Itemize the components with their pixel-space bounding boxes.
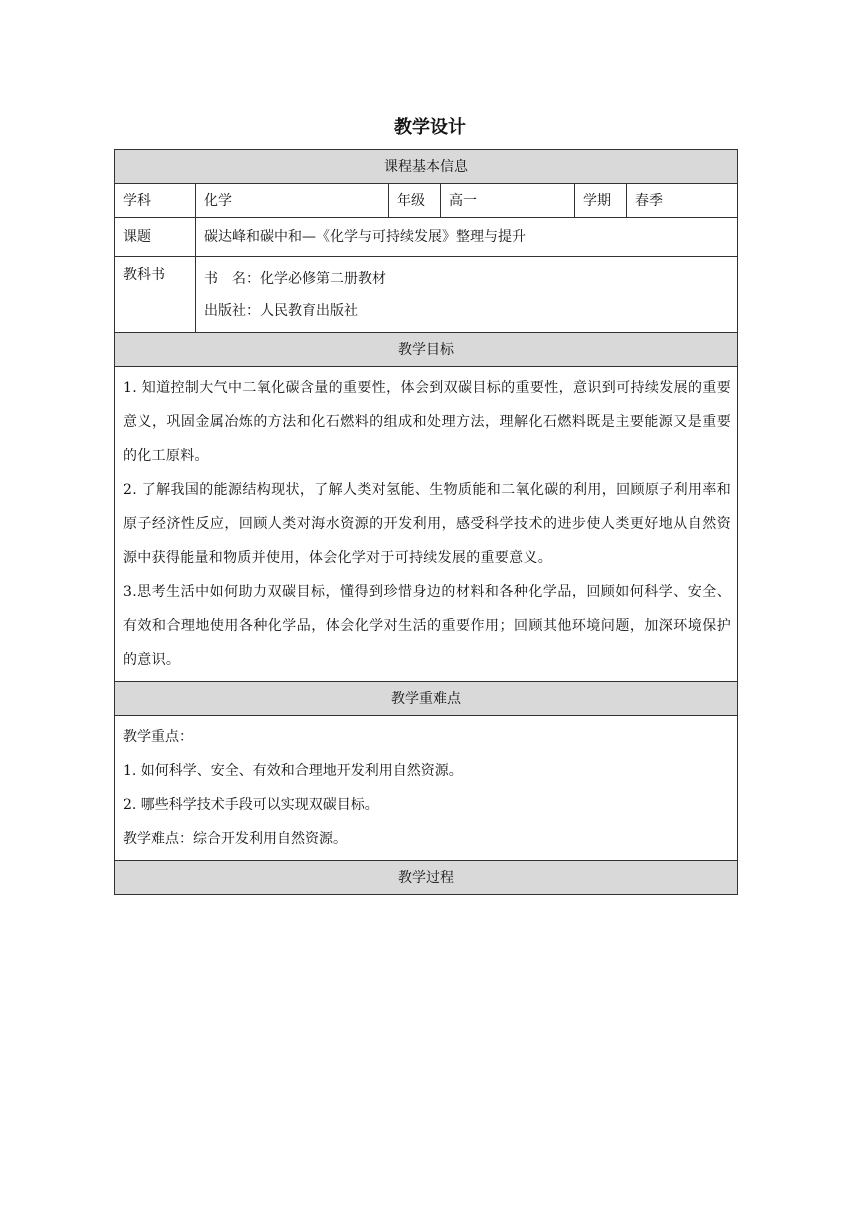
textbook-name: 书 名：化学必修第二册教材 bbox=[204, 270, 386, 287]
process-header: 教学过程 bbox=[115, 861, 738, 895]
basic-info-header-row bbox=[115, 150, 738, 184]
topic-value: 碳达峰和碳中和—《化学与可持续发展》整理与提升 bbox=[196, 218, 738, 257]
objectives-header: 教学目标 bbox=[115, 333, 738, 367]
objectives-content-row bbox=[115, 367, 738, 682]
process-header-row bbox=[115, 861, 738, 895]
term-label: 学期 bbox=[575, 184, 627, 218]
textbook-label: 教科书 bbox=[115, 257, 196, 333]
basic-info-header: 课程基本信息 bbox=[115, 150, 738, 184]
subject-label: 学科 bbox=[115, 184, 196, 218]
difficulty-text: 教学难点：综合开发利用自然资源。 bbox=[123, 831, 347, 847]
key-points-content-row bbox=[115, 716, 738, 861]
objective-item: 2. 了解我国的能源结构现状，了解人类对氢能、生物质能和二氧化碳的利用，回顾原子利用率和原子经济性反应，回顾人类对海水资源的开发利用，感受科学技术的进步使人类更好地从自然资源中获得能量和物质并使用，体会化学对于可持续发展的重要意义。 bbox=[123, 482, 732, 566]
textbook-publisher: 出版社：人民教育出版社 bbox=[204, 302, 358, 319]
focus-item: 2. 哪些科学技术手段可以实现双碳目标。 bbox=[123, 797, 379, 813]
lesson-design-table bbox=[114, 149, 738, 895]
objective-item: 3.思考生活中如何助力双碳目标，懂得到珍惜身边的材料和各种化学品，回顾如何科学、安全、有效和合理地使用各种化学品，体会化学对生活的重要作用；回顾其他环境问题，加深环境保护的意识。 bbox=[123, 584, 732, 668]
textbook-row bbox=[115, 257, 738, 333]
objectives-header-row bbox=[115, 333, 738, 367]
objectives-content bbox=[115, 367, 738, 682]
term-value: 春季 bbox=[627, 184, 738, 218]
focus-item: 1. 如何科学、安全、有效和合理地开发利用自然资源。 bbox=[123, 763, 463, 779]
subject-value: 化学 bbox=[196, 184, 389, 218]
grade-value: 高一 bbox=[441, 184, 575, 218]
objective-item: 1. 知道控制大气中二氧化碳含量的重要性，体会到双碳目标的重要性，意识到可持续发展的重要意义，巩固金属冶炼的方法和化石燃料的组成和处理方法，理解化石燃料既是主要能源又是重要的化工原料。 bbox=[123, 380, 732, 464]
topic-row bbox=[115, 218, 738, 257]
focus-label: 教学重点： bbox=[123, 729, 193, 745]
topic-label: 课题 bbox=[115, 218, 196, 257]
grade-label: 年级 bbox=[389, 184, 441, 218]
subject-grade-term-row bbox=[115, 184, 738, 218]
textbook-info bbox=[196, 257, 738, 333]
key-points-content bbox=[115, 716, 738, 861]
document-title: 教学设计 bbox=[394, 117, 466, 138]
key-points-header: 教学重难点 bbox=[115, 682, 738, 716]
key-points-header-row bbox=[115, 682, 738, 716]
